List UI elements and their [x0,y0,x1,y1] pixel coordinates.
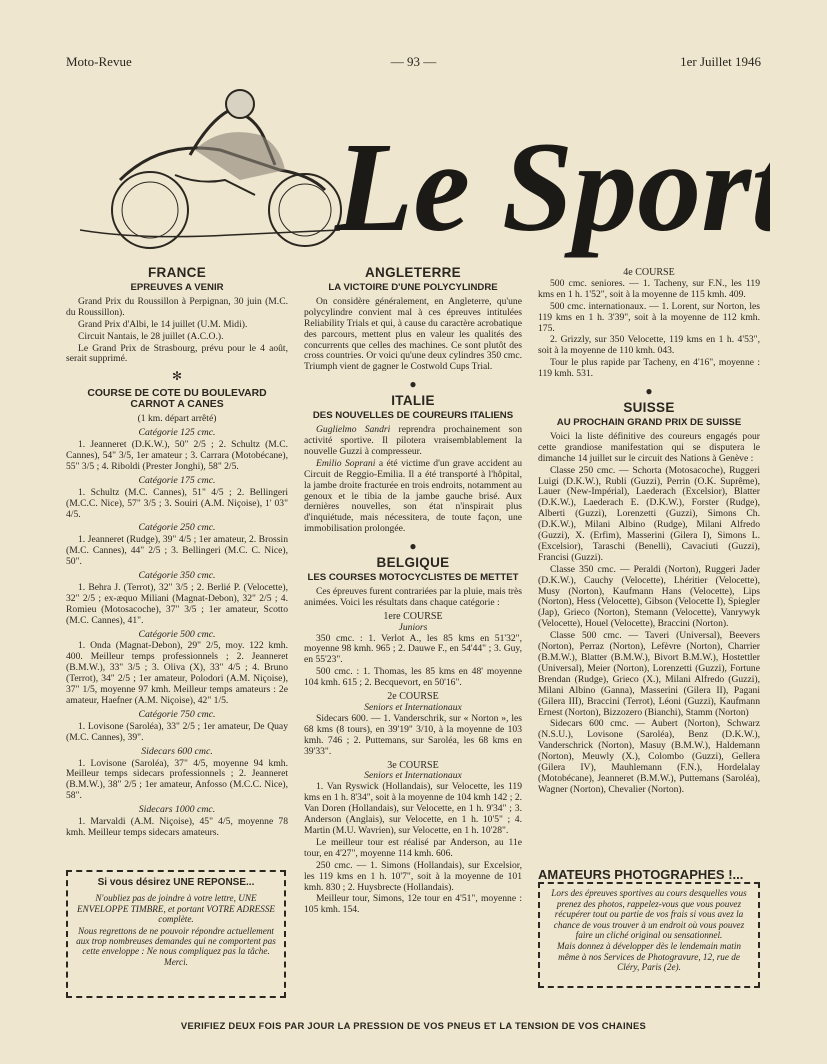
category-results: 1. Jeanneret (D.K.W.), 50" 2/5 ; 2. Schultz (M.C. Cannes), 54" 3/5, 1er amateur ; 3. Carrara (Motobécane), 55" 3/5 ; 4. Riboldi (Prester Jonghi), 58" 2/5. [66,439,288,472]
category-heading: Catégorie 750 cmc. [138,708,216,720]
category-results: 1. Marvaldi (A.M. Niçoise), 45" 4/5, moyenne 78 kmh. Meilleur temps sidecars amateurs. [66,816,288,838]
masthead-illustration [80,80,770,260]
category-heading: Catégorie 500 cmc. [138,628,216,640]
course-results: Le meilleur tour est réalisé par Anderson, au 11e tour, en 4'27", moyenne 114 kmh. 606. [304,836,522,859]
course-subheading: Seniors et Internationaux [364,770,462,782]
issue-date: 1er Juillet 1946 [680,54,761,69]
separator-dot: ● [409,377,417,392]
reponse-notice-text: Nous regrettons de ne pouvoir répondre actuellement aux trop nombreuses demandes qui ne comportent pas cette enveloppe : Ne nous compliquez pas la tâche. Merci. [76,925,276,967]
course-results: Tour le plus rapide par Tacheny, en 4'16", moyenne : 119 kmh. 531. [538,357,760,380]
reponse-notice-box [66,870,286,998]
category-results: 1. Behra J. (Terrot), 32" 3/5 ; 2. Berlié P. (Velocette), 32" 2/5 ; ex-æquo Miliani (Magnat-Debon), 32" 2/5 ; 4. Romieu (Motosacoche), 37" 3/5 ; 1er amateur, Scotto (M.C. Cannes), 41". [66,581,288,626]
photographers-text: Mais donnez à développer dès le lendemain matin même à nos Services de Photogravure, 12, rue de Cléry, Paris (2e). [557,941,741,973]
section-title-suisse: SUISSE [623,399,675,415]
course-results: 2. Grizzly, sur 350 Velocette, 119 kms en 1 h. 4'53", soit à la moyenne de 110 kmh. 043. [538,334,760,357]
course-results: 350 cmc. : 1. Verlot A., les 85 kms en 51'32", moyenne 98 kmh. 965 ; 2. Dauwe F., en 54'44" ; 3. Guy, en 55'23". [304,632,522,666]
category-results: 1. Jeanneret (Rudge), 39" 4/5 ; 1er amateur, 2. Brossin (M.C. Cannes), 44" 2/5 ; 3. Bellingeri (M.C. C. Nice), 50". [66,534,288,568]
separator-dot: ● [645,384,653,399]
photographers-text: Lors des épreuves sportives au cours desquelles vous prenez des photos, rappelez-vous que vous pouvez récupérer tout ou partie de vos frais si vous avez la chance de vous trouver à un endroit où vous pouvez faire un cliché original ou sensationnel. [551,888,747,941]
course-heading: 2e COURSE [387,691,439,703]
section-title-france: FRANCE [147,265,207,280]
course-results: 250 cmc. — 1. Simons (Hollandais), sur Excelsior, les 119 kms en 1 h. 10'7", soit à la moyenne de 101 kmh. 830 ; 2. Huysbrecte (Hollandais). [304,859,522,893]
course-subheading: Juniors [398,621,428,633]
france-para: Circuit Nantais, le 28 juillet (A.C.O.). [78,330,224,342]
column-left [66,265,288,840]
entry-list: Classe 350 cmc. — Peraldi (Norton), Ruggeri Jader (D.K.W.), Cauchy (Velocette), Lhéritier (Velocette), Musy (Norton), Kaufmann Hans (Velocette), Lips (Norton), Hess (Velocette), Gibson (Velocette I), Spiegler (Jap), Grieco (Norton), Stemann (Velocette), Vanrywyk (Velocette), Houel (Velocette), Braccini (Norton). [538,563,760,630]
rider-name: Guglielmo Sandri [316,424,391,436]
photographers-notice [538,867,760,998]
course-results: Sidecars 600. — 1. Vanderschrik, sur « Norton », les 68 kms (8 tours), en 39'19" 3/10, à la moyenne de 103 kmh. 746 ; 2. Puttemans, sur Saroléa, les 68 kms en 39'33". [304,712,522,757]
france-subtitle: EPREUVES A VENIR [130,281,224,293]
separator-dot: ● [409,539,417,554]
course-subheading: Seniors et Internationaux [364,702,462,713]
reponse-notice-title: Si vous désirez UNE REPONSE... [97,877,255,888]
rider-name: Emilio Soprani [316,457,376,469]
italie-para: Guglielmo Sandri reprendra prochainement son activité sportive. Il pilotera vraisemblablement la nouvelle Guzzi à compresseur. [304,424,522,457]
entry-list: Classe 500 cmc. — Taveri (Universal), Beevers (Norton), Perraz (Norton), Lefèvre (Norton), Charrier (B.M.W.), Blatter (B.M.W.), Bivort B.M.W.), Hostettler (Universal), Meier (Norton), Lorenzetti (Guzzi), Fortune Brendan (Rudge), Grieco (X.), Milani Alfredo (Guzzi), Milani Albino (Ganna), Masserini (Gilera II), Pagani (Gilera III), Braccini (Terrot), Léoni (Guzzi), Kaufmann Ernest (Norton), Bizzozero (Bianchi), Stamm (Norton) [538,630,760,718]
reponse-notice-text: N'oubliez pas de joindre à votre lettre, UNE ENVELOPPE TIMBRE, et portant VOTRE ADRESSE complète. [76,893,276,925]
entry-list: Sidecars 600 cmc. — Aubert (Norton), Schwarz (N.S.U.), Lovisone (Saroléa), Benz (D.K.W.), Vanderschrick (Norton), Masuy (B.M.W.), Haldemann (Norton), Meuwly (X.), Colombo (Guzzi), Gellera (Gilera IV), Mauhlemann (F.N.), Hordelalay (Motobécane), Jeanneret (B.M.W.), Puttemans (Saroléa), Wagner (Norton), Chevalier (Norton). [538,718,760,795]
france-para: Grand Prix du Roussillon à Perpignan, 30 juin (M.C. du Roussillon). [66,295,288,318]
angleterre-text: On considère généralement, en Angleterre, qu'une polycylindre convient mal à ces épreuves intitulées Reliability Trials et qui, à cause du caractère acrobatique des parcours, mettent plus en valeur les qualités des concurrents que celles des machines. Ce sont plutôt des cross countries. Or voici qu'une deux cylindres 350 cmc. Triumph vient de gagner le Costwold Cups Trial. [304,295,522,373]
france-para: Grand Prix d'Albi, le 14 juillet (U.M. Midi). [78,318,248,330]
photographers-title: AMATEURS PHOTOGRAPHES !... [538,867,744,882]
category-heading: Catégorie 175 cmc. [138,474,216,486]
italie-para: Emilio Soprani a été victime d'un grave accident au Circuit de Reggio-Emilia. Il a été transporté à l'hôpital, la jambe droite fracturée en trois endroits, notamment au genoux et le tibia de la jambe gauche brisé. Aux dernières nouvelles, son état n'inspirait plus d'inquiétude, mais nécessitera, de toute façon, une immobilisation prolongée. [304,457,522,535]
course-heading: 4e COURSE [623,267,675,278]
france-para: Le Grand Prix de Strasbourg, prévu pour le 4 août, serait supprimé. [66,342,288,365]
course-results: 500 cmc. internationaux. — 1. Lorent, sur Norton, les 119 kms en 1 h. 3'39", soit à la moyenne de 112 kmh. 175. [538,300,760,334]
category-results: 1. Lovisone (Saroléa), 33" 2/5 ; 1er amateur, De Quay (M.C. Cannes), 39". [66,720,288,743]
cote-title: COURSE DE COTE DU BOULEVARD CARNOT A CANES [87,388,267,411]
course-results: 500 cmc. : 1. Thomas, les 85 kms en 48' moyenne 104 kmh. 615 ; 2. Becquevort, en 50'16". [304,666,522,689]
masthead-title: Le Sport [335,116,770,258]
section-title-belgique: BELGIQUE [376,555,450,571]
running-head [66,54,761,72]
category-heading: Catégorie 125 cmc. [138,427,216,439]
motorcycle-rider-illustration [112,110,341,248]
course-heading: 1ere COURSE [383,610,443,622]
cote-note: (1 km. départ arrêté) [137,413,217,425]
entry-list: Classe 250 cmc. — Schorta (Motosacoche), Ruggeri Luigi (D.K.W.), Rubli (Guzzi), Perrin (O.K. Suprême), Lauer (New-Impérial), Laederach (Excelsior), Blatter (D.K.W.), Laederach E. (D.K.W.), Forster (Rudge), Alberti (Guzzi), Lorenzetti (Guzzi), Simons Ch. (D.K.W.), Milani Albino (Rudge), Milani Alfredo (Guzzi), X. (Erfim), Masserini (Gilera I), Simons L. (Excelsior), Taraschi (Benelli), Cavaciuti (Guzzi), Francisi (Guzzi). [538,464,760,563]
course-results: 1. Van Ryswick (Hollandais), sur Velocette, les 119 kms en 1 h. 8'34", soit à la moyenne de 104 kmh 142 ; 2. Van Doren (Hollandais), sur Velocette, en 1 h. 9'34" ; 3. Anderson (Anglais), sur Velocette, en 1 h. 10'5" ; 4. Martin (M.U. Wavrien), sur Velocette, en 1 h. 10'28". [304,781,523,836]
suisse-intro: Voici la liste définitive des coureurs engagés pour cette grandiose manifestation qui se disputera le dimanche 14 juillet sur le circuit des Nations à Genève : [538,430,760,464]
course-results: Meilleur tour, Simons, 12e tour en 4'51", moyenne : 105 kmh. 154. [304,893,522,916]
belgique-subtitle: LES COURSES MOTOCYCLISTES DE METTET [307,571,519,583]
italie-subtitle: DES NOUVELLES DE COUREURS ITALIENS [312,410,514,422]
column-right [538,268,760,797]
suisse-subtitle: AU PROCHAIN GRAND PRIX DE SUISSE [556,416,742,428]
category-results: 1. Lovisone (Saroléa), 37" 4/5, moyenne 94 kmh. Meilleur temps sidecars professionnels ; 2. Jeanneret (B.M.W.), 38" 2/5 ; 1er amateur, Anfosso (M.C.C. Nice), 58". [66,757,288,802]
section-title-italie: ITALIE [391,393,435,409]
masthead [80,80,770,260]
category-results: 1. Onda (Magnat-Debon), 29" 2/5, moy. 122 kmh. 400. Meilleur temps professionnels ; 2. Jeanneret (B.M.W.), 33" 3/5 ; 3. Oliva (X), 33" 4/5 ; 4. Bruno (Terrot), 34" 2/5 ; 1er amateur, Polodori (A.M. Niçoise), 37" 1/5, moyenne 97 kmh. Meilleur temps amateurs : 2e amateur, Haefner (A.M. Niçoise), 42" 1/5. [66,640,288,706]
category-heading: Sidecars 1000 cmc. [138,804,216,816]
footer-slogan: VERIFIEZ DEUX FOIS PAR JOUR LA PRESSION DE VOS PNEUS ET LA TENSION DE VOS CHAINES [180,1020,647,1031]
magazine-name: Moto-Revue [66,54,132,69]
angleterre-subtitle: LA VICTOIRE D'UNE POLYCYLINDRE [328,281,498,293]
belgique-intro: Ces épreuves furent contrariées par la pluie, mais très animées. Voici les résultats dans chaque catégorie : [304,585,522,608]
category-results: 1. Schultz (M.C. Cannes), 51" 4/5 ; 2. Bellingeri (M.C.C. Nice), 57" 3/5 ; 3. Souiri (A.M. Niçoise), 1' 03" 4/5. [66,486,288,520]
category-heading: Catégorie 250 cmc. [138,522,216,534]
separator-asterisk: ✻ [171,369,183,384]
course-heading: 3e COURSE [387,759,439,771]
category-heading: Sidecars 600 cmc. [141,745,213,757]
photographers-frame [538,882,760,988]
course-results: 500 cmc. seniores. — 1. Tacheny, sur F.N., les 119 kms en 1 h. 1'52", soit à la moyenne de 115 kmh. 409. [538,277,760,300]
rider-helmet-icon [226,90,254,118]
page-number: — 93 — [390,54,437,69]
category-heading: Catégorie 350 cmc. [138,570,216,582]
section-title-angleterre: ANGLETERRE [364,265,461,280]
column-middle [304,265,523,917]
